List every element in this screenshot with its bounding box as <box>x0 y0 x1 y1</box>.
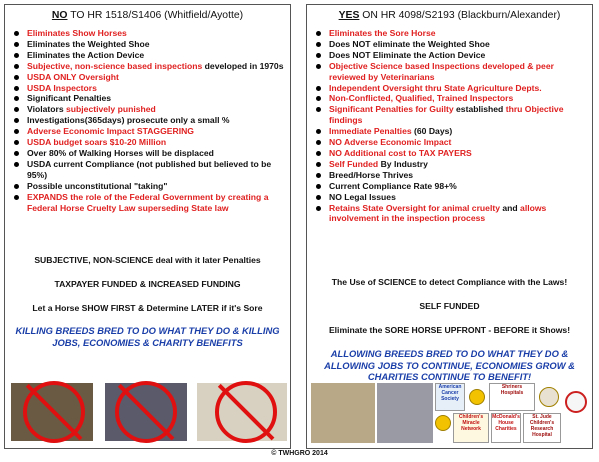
rotary-logo <box>539 387 559 407</box>
right-header-text: ON HR 4098/S2193 (Blackburn/Alexander) <box>362 10 561 21</box>
left-banner: KILLING BREEDS BRED TO DO WHAT THEY DO & KILLING JOBS, ECONOMIES & CHARITY BENEFITS <box>15 325 280 348</box>
left-bullet-item <box>13 61 286 72</box>
bullet-text: Eliminates the Sore Horse <box>329 28 436 38</box>
childrens-miracle-network-logo: Children's Miracle Network <box>453 413 489 443</box>
left-bullet-item <box>13 28 286 39</box>
bullet-text: Possible unconstitutional "taking" <box>27 180 168 191</box>
bullet-text: Does NOT eliminate the Weighted Shoe <box>329 38 490 49</box>
right-banner: ALLOWING BREEDS BRED TO DO WHAT THEY DO & ALLOWING JOBS TO CONTINUE, ECONOMIES GROW & CHARITIES CONTINUE TO BENEFIT! <box>324 348 575 382</box>
bullet-text: developed in 1970s <box>202 60 284 71</box>
right-bullet-item <box>315 93 588 104</box>
prohibit-icon <box>23 381 85 443</box>
left-bullet-list <box>5 28 290 213</box>
bullet-text: Significant Penalties <box>27 93 112 104</box>
left-bullet-item <box>13 39 286 50</box>
bullet-text: Immediate Penalties <box>329 126 412 137</box>
bullet-text: allows involvement in the inspection process <box>329 202 547 224</box>
right-bullet-item <box>315 159 588 170</box>
left-panel <box>4 4 291 449</box>
bullet-text: USDA ONLY Oversight <box>27 71 119 82</box>
bullet-text: Objective Science based Inspections <box>329 60 480 71</box>
bullet-text: thru Objective findings <box>329 104 564 126</box>
left-bullet-item <box>13 115 286 126</box>
right-image-row <box>311 383 588 447</box>
right-bullet-item <box>315 170 588 181</box>
right-bullet-item <box>315 83 588 94</box>
left-image-row <box>9 379 286 443</box>
left-bullet-item <box>13 104 286 115</box>
bullet-text: subjectively punished <box>66 104 156 115</box>
mcdonalds-house-charities-logo: McDonald's House Charities <box>491 413 521 443</box>
bullet-text: Independent Oversight thru State Agriculture Depts. <box>329 82 542 93</box>
right-bullet-item <box>315 39 588 50</box>
bullet-text: developed & peer reviewed by Veterinarians <box>329 60 554 82</box>
right-bullet-item <box>315 203 588 225</box>
bullet-text: Violators <box>27 104 67 115</box>
prohibit-icon <box>215 381 277 443</box>
bullet-text: Eliminates Show Horses <box>27 28 127 38</box>
bullet-text: Adverse Economic Impact STAGGERING <box>27 126 194 137</box>
right-header <box>307 9 592 22</box>
right-statement-1: The Use of SCIENCE to detect Compliance with the Laws! <box>331 277 568 287</box>
right-statement-3: Eliminate the SORE HORSE UPFRONT - BEFORE it Shows! <box>328 325 571 335</box>
bullet-text: USDA Inspectors <box>27 82 97 93</box>
left-bullet-item <box>13 83 286 94</box>
right-bullet-item <box>315 181 588 192</box>
shriners-hospitals-logo: Shriners Hospitals <box>489 383 535 411</box>
right-bullet-item <box>315 137 588 148</box>
left-bullet-item <box>13 50 286 61</box>
left-bullet-item <box>13 181 286 192</box>
right-bullet-item <box>315 192 588 203</box>
left-header-text: TO HR 1518/S1406 (Whitfield/Ayotte) <box>70 10 244 21</box>
right-bullet-item <box>315 148 588 159</box>
left-bullet-item <box>13 159 286 181</box>
left-header <box>5 9 290 22</box>
bullet-text: NO Additional cost to TAX PAYERS <box>329 147 472 158</box>
bullet-text: established <box>453 104 506 115</box>
left-header-bold: NO <box>51 10 68 21</box>
bullet-text: Eliminates the Action Device <box>27 49 145 60</box>
bullet-text: Over 80% of Walking Horses will be displaced <box>27 147 214 158</box>
bullet-text: Retains State Oversight for animal cruelty <box>329 202 500 213</box>
copyright-credit: © TWHGRO 2014 <box>271 450 328 457</box>
bullet-text: Non-Conflicted, Qualified, Trained Inspectors <box>329 93 514 104</box>
rotary-logo <box>469 389 485 405</box>
bullet-text: NO Legal Issues <box>329 191 396 202</box>
american-cancer-society-logo: American Cancer Society <box>435 383 465 411</box>
left-bullet-item <box>13 192 286 214</box>
right-statement-2: SELF FUNDED <box>419 301 480 311</box>
bullet-text: (60 Days) <box>411 126 453 137</box>
bullet-text: Breed/Horse Thrives <box>329 169 414 180</box>
red-circle-logo <box>565 391 587 413</box>
horse-photo-3 <box>311 383 375 443</box>
horse-photo-4 <box>377 383 433 443</box>
left-statement-1: SUBJECTIVE, NON-SCIENCE deal with it later Penalties <box>34 255 261 265</box>
right-bullet-item <box>315 28 588 39</box>
bullet-text: NO Adverse Economic Impact <box>329 137 452 148</box>
right-header-bold: YES <box>338 10 360 21</box>
bullet-text: Does NOT Eliminate the Action Device <box>329 49 486 60</box>
lions-logo <box>435 415 451 431</box>
right-bullet-item <box>315 104 588 126</box>
bullet-text: and <box>499 202 521 213</box>
left-bullet-item <box>13 72 286 83</box>
left-statement-3: Let a Horse SHOW FIRST & Determine LATER if it's Sore <box>32 303 263 313</box>
right-bullet-item <box>315 126 588 137</box>
right-bullet-item <box>315 61 588 83</box>
bullet-text: Significant Penalties for Guilty <box>329 104 454 115</box>
left-bullet-item <box>13 148 286 159</box>
bullet-text: Subjective, non-science based inspections <box>27 60 203 71</box>
bullet-text: USDA current Compliance (not published but believed to be 95%) <box>27 158 272 180</box>
left-bullet-item <box>13 126 286 137</box>
right-bullet-item <box>315 50 588 61</box>
st-jude-logo: St. Jude Children's Research Hospital <box>523 413 561 443</box>
bullet-text: USDA budget soars $10-20 Million <box>27 137 167 148</box>
prohibit-icon <box>115 381 177 443</box>
left-bullet-item <box>13 93 286 104</box>
left-statement-2: TAXPAYER FUNDED & INCREASED FUNDING <box>54 279 241 289</box>
bullet-text: Eliminates the Weighted Shoe <box>27 38 150 49</box>
right-bullet-list <box>307 28 592 224</box>
bullet-text: Self Funded <box>329 158 379 169</box>
bullet-text: Current Compliance Rate 98+% <box>329 180 457 191</box>
bullet-text: By Industry <box>378 158 428 169</box>
bullet-text: Investigations(365days) prosecute only a small % <box>27 115 230 126</box>
bullet-text: EXPANDS the role of the Federal Government by creating a Federal Horse Cruelty Law superseding State law <box>27 191 269 213</box>
right-panel <box>306 4 593 449</box>
left-bullet-item <box>13 137 286 148</box>
